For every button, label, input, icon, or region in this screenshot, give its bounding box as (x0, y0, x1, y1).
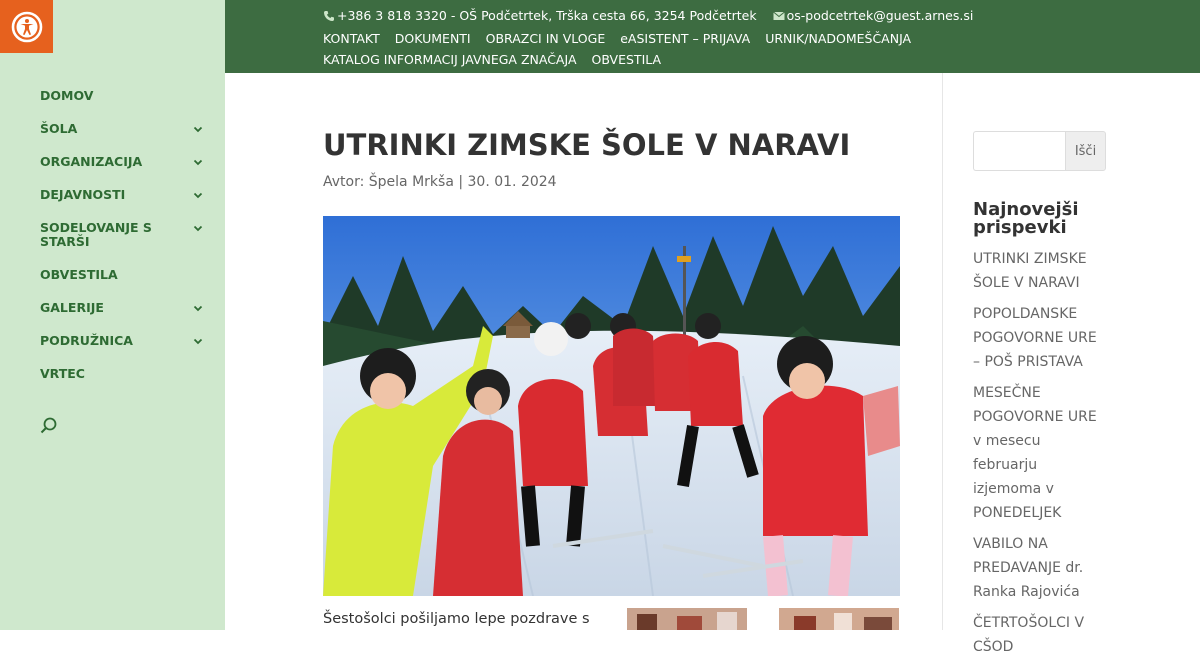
sidebar-item-organizacija[interactable] (40, 155, 205, 169)
recent-post-link[interactable]: VABILO NA PREDAVANJE dr. Ranka Rajovića (973, 536, 1084, 600)
top-header (225, 0, 1200, 73)
chevron-down-icon[interactable] (191, 334, 205, 348)
search-button[interactable]: Išči (1065, 131, 1106, 171)
sidebar-item-sodelovanje[interactable] (40, 221, 205, 249)
main-nav (40, 89, 205, 400)
post-meta: Avtor: Špela Mrkša | 30. 01. 2024 (323, 174, 557, 190)
thumbnail-image (627, 608, 747, 630)
topnav-urnik[interactable]: URNIK/NADOMEŠČANJA (765, 31, 912, 46)
sidebar-item-obvestila[interactable] (40, 268, 205, 282)
sidebar-item-vrtec[interactable] (40, 367, 205, 381)
sidebar-item-label: VRTEC (40, 366, 85, 381)
sidebar-item-label: ŠOLA (40, 121, 78, 136)
sidebar-item-domov[interactable] (40, 89, 205, 103)
post-excerpt: Šestošolci pošiljamo lepe pozdrave s (323, 611, 590, 627)
sidebar-divider (942, 73, 943, 630)
sidebar-item-sola[interactable] (40, 122, 205, 136)
ski-group-photo (323, 216, 900, 596)
email-icon (773, 10, 785, 22)
sidebar-item-podruznica[interactable] (40, 334, 205, 348)
secondary-nav (323, 28, 963, 70)
contact-info (323, 8, 973, 23)
sidebar-item-label: PODRUŽNICA (40, 333, 133, 348)
gallery-thumbnail[interactable] (779, 608, 899, 630)
recent-posts-list (973, 247, 1108, 666)
sidebar-item-label: SODELOVANJE S STARŠI (40, 220, 152, 249)
phone-icon (323, 10, 335, 22)
topnav-dokumenti[interactable]: DOKUMENTI (394, 31, 471, 46)
sidebar-item-label: GALERIJE (40, 300, 104, 315)
sidebar-item-galerije[interactable] (40, 301, 205, 315)
sidebar-item-label: DOMOV (40, 88, 94, 103)
chevron-down-icon[interactable] (191, 188, 205, 202)
sidebar-item-dejavnosti[interactable] (40, 188, 205, 202)
sidebar-item-label: ORGANIZACIJA (40, 154, 143, 169)
featured-image[interactable] (323, 216, 900, 596)
topnav-obvestila[interactable]: OBVESTILA (591, 52, 662, 67)
recent-post-link[interactable]: ČETRTOŠOLCI V CŠOD (973, 615, 1085, 655)
search-input[interactable] (973, 131, 1065, 171)
gallery-thumbnail[interactable] (627, 608, 747, 630)
recent-post-link[interactable]: POPOLDANSKE POGOVORNE URE – POŠ PRISTAVA (973, 306, 1097, 370)
recent-posts-title: Najnovejši prispevki (973, 199, 1079, 238)
chevron-down-icon[interactable] (191, 301, 205, 315)
post-title: UTRINKI ZIMSKE ŠOLE V NARAVI (323, 128, 851, 162)
accessibility-button[interactable] (0, 0, 53, 53)
sidebar-item-label: OBVESTILA (40, 267, 118, 282)
topnav-obrazci[interactable]: OBRAZCI IN VLOGE (485, 31, 606, 46)
sidebar-item-label: DEJAVNOSTI (40, 187, 126, 202)
recent-post-link[interactable]: UTRINKI ZIMSKE ŠOLE V NARAVI (973, 251, 1087, 291)
topnav-kontakt[interactable]: KONTAKT (323, 31, 380, 46)
chevron-down-icon[interactable] (191, 221, 205, 235)
phone-address[interactable]: +386 3 818 3320 - OŠ Podčetrtek, Trška cesta 66, 3254 Podčetrtek (337, 8, 757, 23)
accessibility-icon (10, 10, 44, 44)
chevron-down-icon[interactable] (191, 155, 205, 169)
chevron-down-icon[interactable] (191, 122, 205, 136)
thumbnail-image (779, 608, 899, 630)
search-icon[interactable] (39, 416, 59, 436)
topnav-katalog[interactable]: KATALOG INFORMACIJ JAVNEGA ZNAČAJA (323, 52, 577, 67)
recent-post-link[interactable]: MESEČNE POGOVORNE URE v mesecu februarju izjemoma v PONEDELJEK (973, 385, 1097, 521)
email-link[interactable]: os-podcetrtek@guest.arnes.si (786, 8, 974, 23)
topnav-easistent[interactable]: eASISTENT – PRIJAVA (620, 31, 751, 46)
sidebar (0, 0, 225, 630)
